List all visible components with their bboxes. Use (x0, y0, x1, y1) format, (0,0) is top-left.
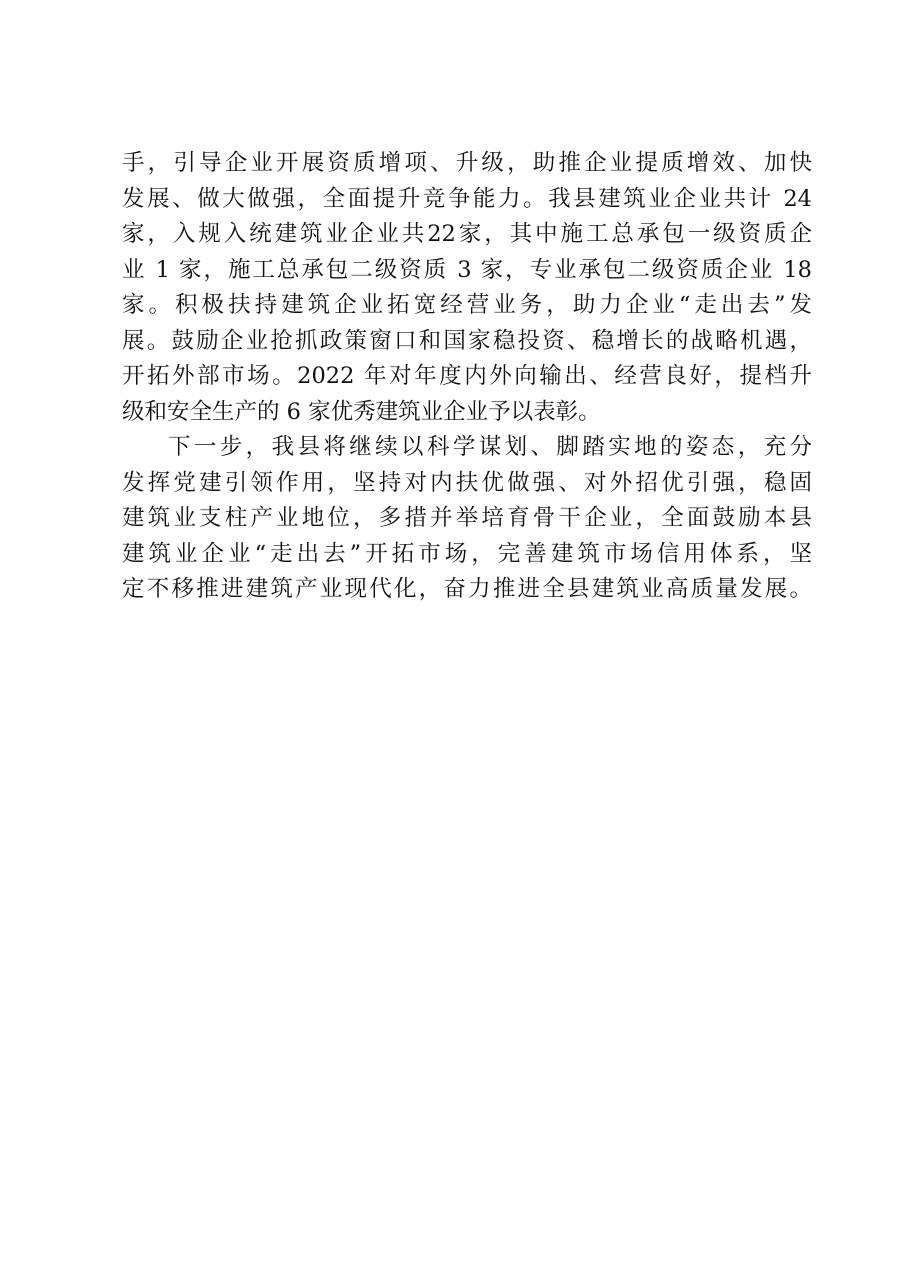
text-line: 下一步，我县将继续以科学谋划、脚踏实地的姿态，充分 (168, 434, 812, 460)
text-line: 建筑业支柱产业地位，多措并举培育骨干企业，全面鼓励本县 (122, 505, 812, 531)
text-line: 级和安全生产的 6 家优秀建筑业企业予以表彰。 (122, 398, 601, 425)
paragraph (122, 430, 812, 608)
text-line: 发挥党建引领作用，坚持对内扶优做强、对外招优引强，稳固 (122, 469, 812, 496)
body-text (122, 146, 812, 608)
text-line: 开拓外部市场。2022 年对年度内外向输出、经营良好，提档升 (122, 363, 812, 389)
text-line: 家，入规入统建筑业企业共22家，其中施工总承包一级资质企 (122, 221, 812, 247)
text-line: 家。积极扶持建筑企业拓宽经营业务，助力企业“走出去”发 (122, 292, 812, 318)
text-line: 手，引导企业开展资质增项、升级，助推企业提质增效、加快 (122, 150, 812, 176)
text-line: 定不移推进建筑产业现代化，奋力推进全县建筑业高质量发展。 (122, 576, 812, 602)
text-line: 展。鼓励企业抢抓政策窗口和国家稳投资、稳增长的战略机遇， (122, 327, 812, 354)
text-line: 发展、做大做强，全面提升竞争能力。我县建筑业企业共计 24 (122, 185, 812, 212)
paragraph (122, 146, 812, 430)
text-line: 建筑业企业“走出去”开拓市场，完善建筑市场信用体系，坚 (122, 540, 812, 567)
text-line: 业 1 家，施工总承包二级资质 3 家，专业承包二级资质企业 18 (122, 256, 812, 283)
